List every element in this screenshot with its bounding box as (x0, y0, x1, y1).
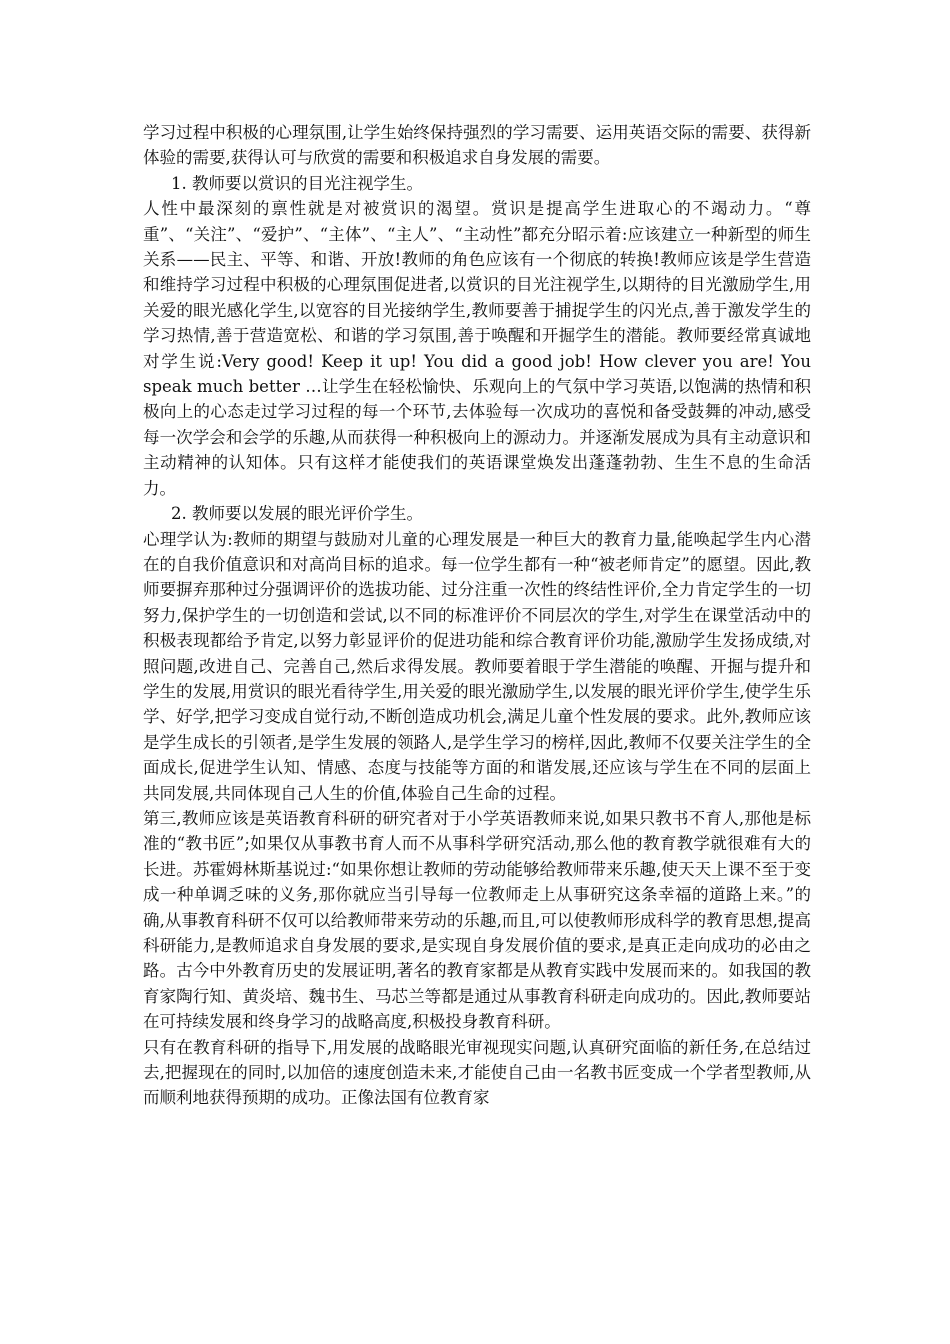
numbered-heading: 2. 教师要以发展的眼光评价学生。 (171, 504, 423, 524)
body-paragraph: 第三,教师应该是英语教育科研的研究者对于小学英语教师来说,如果只教书不育人,那他是标准的“教书匠”;如果仅从事教书育人而不从事科学研究活动,那么他的教育教学就很难有大的长进。苏霍姆林斯基说过:“如果你想让教师的劳动能够给教师带来乐趣,使天天上课不至于变成一种单调乏味的义务,那你就应当引导每一位教师走上从事研究这条幸福的道路上来。”的确,从事教育科研不仅可以给教师带来劳动的乐趣,而且,可以使教师形成科学的教育思想,提高科研能力,是教师追求自身发展的要求,是实现自身发展价值的要求,是真正走向成功的必由之路。古今中外教育历史的发展证明,著名的教育家都是从教育实践中发展而来的。如我国的教育家陶行知、黄炎培、魏书生、马芯兰等都是通过从事教育科研走向成功的。因此,教师要站在可持续发展和终身学习的战略高度,积极投身教育科研。 (143, 808, 811, 1032)
document-page (143, 120, 811, 1111)
body-paragraph: 学习过程中积极的心理氛围,让学生始终保持强烈的学习需要、运用英语交际的需要、获得新体验的需要,获得认可与欣赏的需要和积极追求自身发展的需要。 (143, 123, 811, 168)
body-paragraph: 只有在教育科研的指导下,用发展的战略眼光审视现实问题,认真研究面临的新任务,在总结过去,把握现在的同时,以加倍的速度创造未来,才能使自己由一名教书匠变成一个学者型教师,从而顺利地获得预期的成功。正像法国有位教育家 (143, 1037, 811, 1108)
body-paragraph: 人性中最深刻的禀性就是对被赏识的渴望。赏识是提高学生进取心的不竭动力。“尊重”、“关注”、“爱护”、“主体”、“主人”、“主动性”都充分昭示着:应该建立一种新型的师生关系——民主、平等、和谐、开放!教师的角色应该有一个彻底的转换!教师应该是学生营造和维持学习过程中积极的心理氛围促进者,以赏识的目光注视学生,以期待的目光激励学生,用关爱的眼光感化学生,以宽容的目光接纳学生,教师要善于捕捉学生的闪光点,善于激发学生的学习热情,善于营造宽松、和谐的学习氛围,善于唤醒和开掘学生的潜能。教师要经常真诚地对学生说:Very good! Keep it up! You did a good job! How clever you are! You speak much better …让学生在轻松愉快、乐观向上的气氛中学习英语,以饱满的热情和积极向上的心态走过学习过程的每一个环节,去体验每一次成功的喜悦和备受鼓舞的冲动,感受每一次学会和会学的乐趣,从而获得一种积极向上的源动力。并逐渐发展成为具有主动意识和主动精神的认知体。只有这样才能使我们的英语课堂焕发出蓬蓬勃勃、生生不息的生命活力。 (143, 199, 811, 498)
body-paragraph: 心理学认为:教师的期望与鼓励对儿童的心理发展是一种巨大的教育力量,能唤起学生内心潜在的自我价值意识和对高尚目标的追求。每一位学生都有一种“被老师肯定”的愿望。因此,教师要摒弃那种过分强调评价的选拔功能、过分注重一次性的终结性评价,全力肯定学生的一切努力,保护学生的一切创造和尝试,以不同的标准评价不同层次的学生,对学生在课堂活动中的积极表现都给予肯定,以努力彰显评价的促进功能和综合教育评价功能,激励学生发扬成绩,对照问题,改进自己、完善自己,然后求得发展。教师要着眼于学生潜能的唤醒、开掘与提升和学生的发展,用赏识的眼光看待学生,用关爱的眼光激励学生,以发展的眼光评价学生,使学生乐学、好学,把学习变成自觉行动,不断创造成功机会,满足儿童个性发展的要求。此外,教师应该是学生成长的引领者,是学生发展的领路人,是学生学习的榜样,因此,教师不仅要关注学生的全面成长,促进学生认知、情感、态度与技能等方面的和谐发展,还应该与学生在不同的层面上共同发展,共同体现自己人生的价值,体验自己生命的过程。 (143, 529, 811, 803)
numbered-heading: 1. 教师要以赏识的目光注视学生。 (171, 173, 423, 193)
